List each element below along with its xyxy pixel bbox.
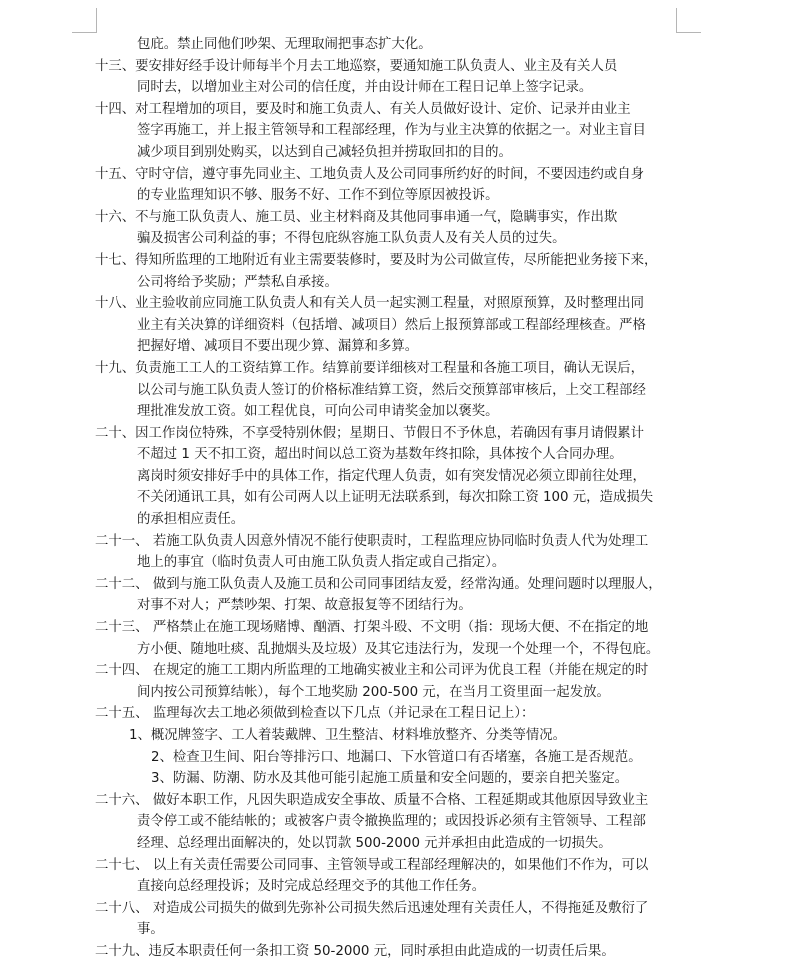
text-line: 对事不对人；严禁吵架、打架、故意报复等不团结行为。 [137, 598, 472, 614]
crop-mark-top-left [72, 8, 97, 33]
clause-15: 十五、守时守信，遵守事先同业主、工地负责人及公司同事所约好的时间，不要因违约或自身 [95, 166, 645, 182]
clause-25: 二十五、 监理每次去工地必须做到检查以下几点（并记录在工程日记上）： [95, 706, 535, 722]
text-line: 事。 [137, 922, 164, 938]
text-line: 同时去，以增加业主对公司的信任度，并由设计师在工程日记单上签字记录。 [137, 80, 593, 96]
text-line: 责令停工或不能结帐的；或被客户责令撤换监理的；或因投诉必须有主管领导、工程部 [137, 814, 646, 830]
text-line: 不超过 1 天不扣工资，超出时间以总工资为基数年终扣除，具体按个人合同办理。 [137, 447, 623, 463]
text-line: 业主有关决算的详细资料（包括增、减项目）然后上报预算部或工程部经理核查。严格 [137, 317, 646, 333]
clause-16: 十六、不与施工队负责人、施工员、业主材料商及其他同事串通一气，隐瞒事实，作出欺 [95, 209, 618, 225]
check-item-3: 3、防漏、防潮、防水及其他可能引起施工质量和安全问题的，要亲自把关鉴定。 [151, 771, 629, 787]
clause-18: 十八、业主验收前应同施工队负责人和有关人员一起实测工程量，对照原预算，及时整理出同 [95, 296, 645, 312]
text-line: 离岗时须安排好手中的具体工作，指定代理人负责，如有突发情况必须立即前往处理， [137, 468, 646, 484]
text-line: 的承担相应责任。 [137, 512, 245, 528]
text-line: 减少项目到别处购买，以达到自己减轻负担并捞取回扣的目的。 [137, 144, 512, 160]
text-line: 的专业监理知识不够、服务不好、工作不到位等原因被投诉。 [137, 188, 499, 204]
text-line: 不关闭通讯工具，如有公司两人以上证明无法联系到，每次扣除工资 100 元，造成损失 [137, 490, 654, 506]
clause-29: 二十九、违反本职责任何一条扣工资 50-2000 元，同时承担由此造成的一切责任后果。 [95, 943, 615, 959]
text-line: 包庇。禁止同他们吵架、无理取闹把事态扩大化。 [137, 37, 432, 52]
clause-26: 二十六、 做好本职工作，凡因失职造成安全事故、质量不合格、工程延期或其他原因导致业主 [95, 792, 649, 808]
text-line: 骗及损害公司利益的事；不得包庇纵容施工队负责人及有关人员的过失。 [137, 231, 566, 247]
text-line: 经理、总经理出面解决的，处以罚款 500-2000 元并承担由此造成的一切损失。 [137, 835, 612, 851]
clause-19: 十九、负责施工工人的工资结算工作。结算前要详细核对工程量和各施工项目，确认无误后， [95, 360, 645, 376]
clause-23: 二十三、 严格禁止在施工现场赌博、酗酒、打架斗殴、不文明（指：现场大便、不在指定的地 [95, 620, 649, 636]
text-line: 公司将给予奖励；严禁私自承接。 [137, 274, 338, 290]
clause-13: 十三、要安排好经手设计师每半个月去工地巡察，要通知施工队负责人、业主及有关人员 [95, 58, 618, 74]
text-line: 理批准发放工资。如工程优良，可向公司申请奖金加以褒奖。 [137, 404, 499, 420]
clause-27: 二十七、 以上有关责任需要公司同事、主管领导或工程部经理解决的，如果他们不作为，可以 [95, 857, 649, 873]
text-line: 间内按公司预算结帐），每个工地奖励 200-500 元，在当月工资里面一起发放。 [137, 684, 610, 700]
check-item-2: 2、检查卫生间、阳台等排污口、地漏口、下水管道口有否堵塞，各施工是否规范。 [151, 749, 642, 765]
clause-20: 二十、因工作岗位特殊，不享受特别休假；星期日、节假日不予休息，若确因有事月请假累计 [95, 425, 645, 441]
text-line: 地上的事宜（临时负责人可由施工队负责人指定或自己指定）。 [137, 555, 506, 571]
check-item-1: 1、概况牌签字、工人着装戴牌、卫生整洁、材料堆放整齐、分类等情况。 [129, 728, 567, 743]
clause-21: 二十一、 若施工队负责人因意外情况不能行使职责时，工程监理应协同临时负责人代为处理工 [95, 533, 649, 549]
text-line: 方小便、随地吐痰、乱抛烟头及垃圾）及其它违法行为，发现一个处理一个，不得包庇。 [137, 641, 660, 657]
document-body [95, 34, 687, 963]
text-line: 把握好增、减项目不要出现少算、漏算和多算。 [137, 339, 419, 355]
clause-24: 二十四、 在规定的施工工期内所监理的工地确实被业主和公司评为优良工程（并能在规定的时 [95, 663, 649, 679]
clause-28: 二十八、 对造成公司损失的做到先弥补公司损失然后迅速处理有关责任人，不得拖延及敷衍了 [95, 900, 649, 916]
crop-mark-top-right [676, 8, 701, 33]
clause-22: 二十二、 做到与施工队负责人及施工员和公司同事团结友爱，经常沟通。处理问题时以理服人， [95, 576, 662, 592]
clause-17: 十七、得知所监理的工地附近有业主需要装修时，要及时为公司做宣传，尽所能把业务接下来， [95, 252, 658, 268]
clause-14: 十四、对工程增加的项目，要及时和施工负责人、有关人员做好设计、定价、记录并由业主 [95, 101, 631, 117]
text-line: 签字再施工，并上报主管领导和工程部经理，作为与业主决算的依据之一。对业主盲目 [137, 123, 646, 139]
text-line: 直接向总经理投诉；及时完成总经理交予的其他工作任务。 [137, 879, 486, 895]
text-line: 以公司与施工队负责人签订的价格标准结算工资，然后交预算部审核后，上交工程部经 [137, 382, 646, 398]
